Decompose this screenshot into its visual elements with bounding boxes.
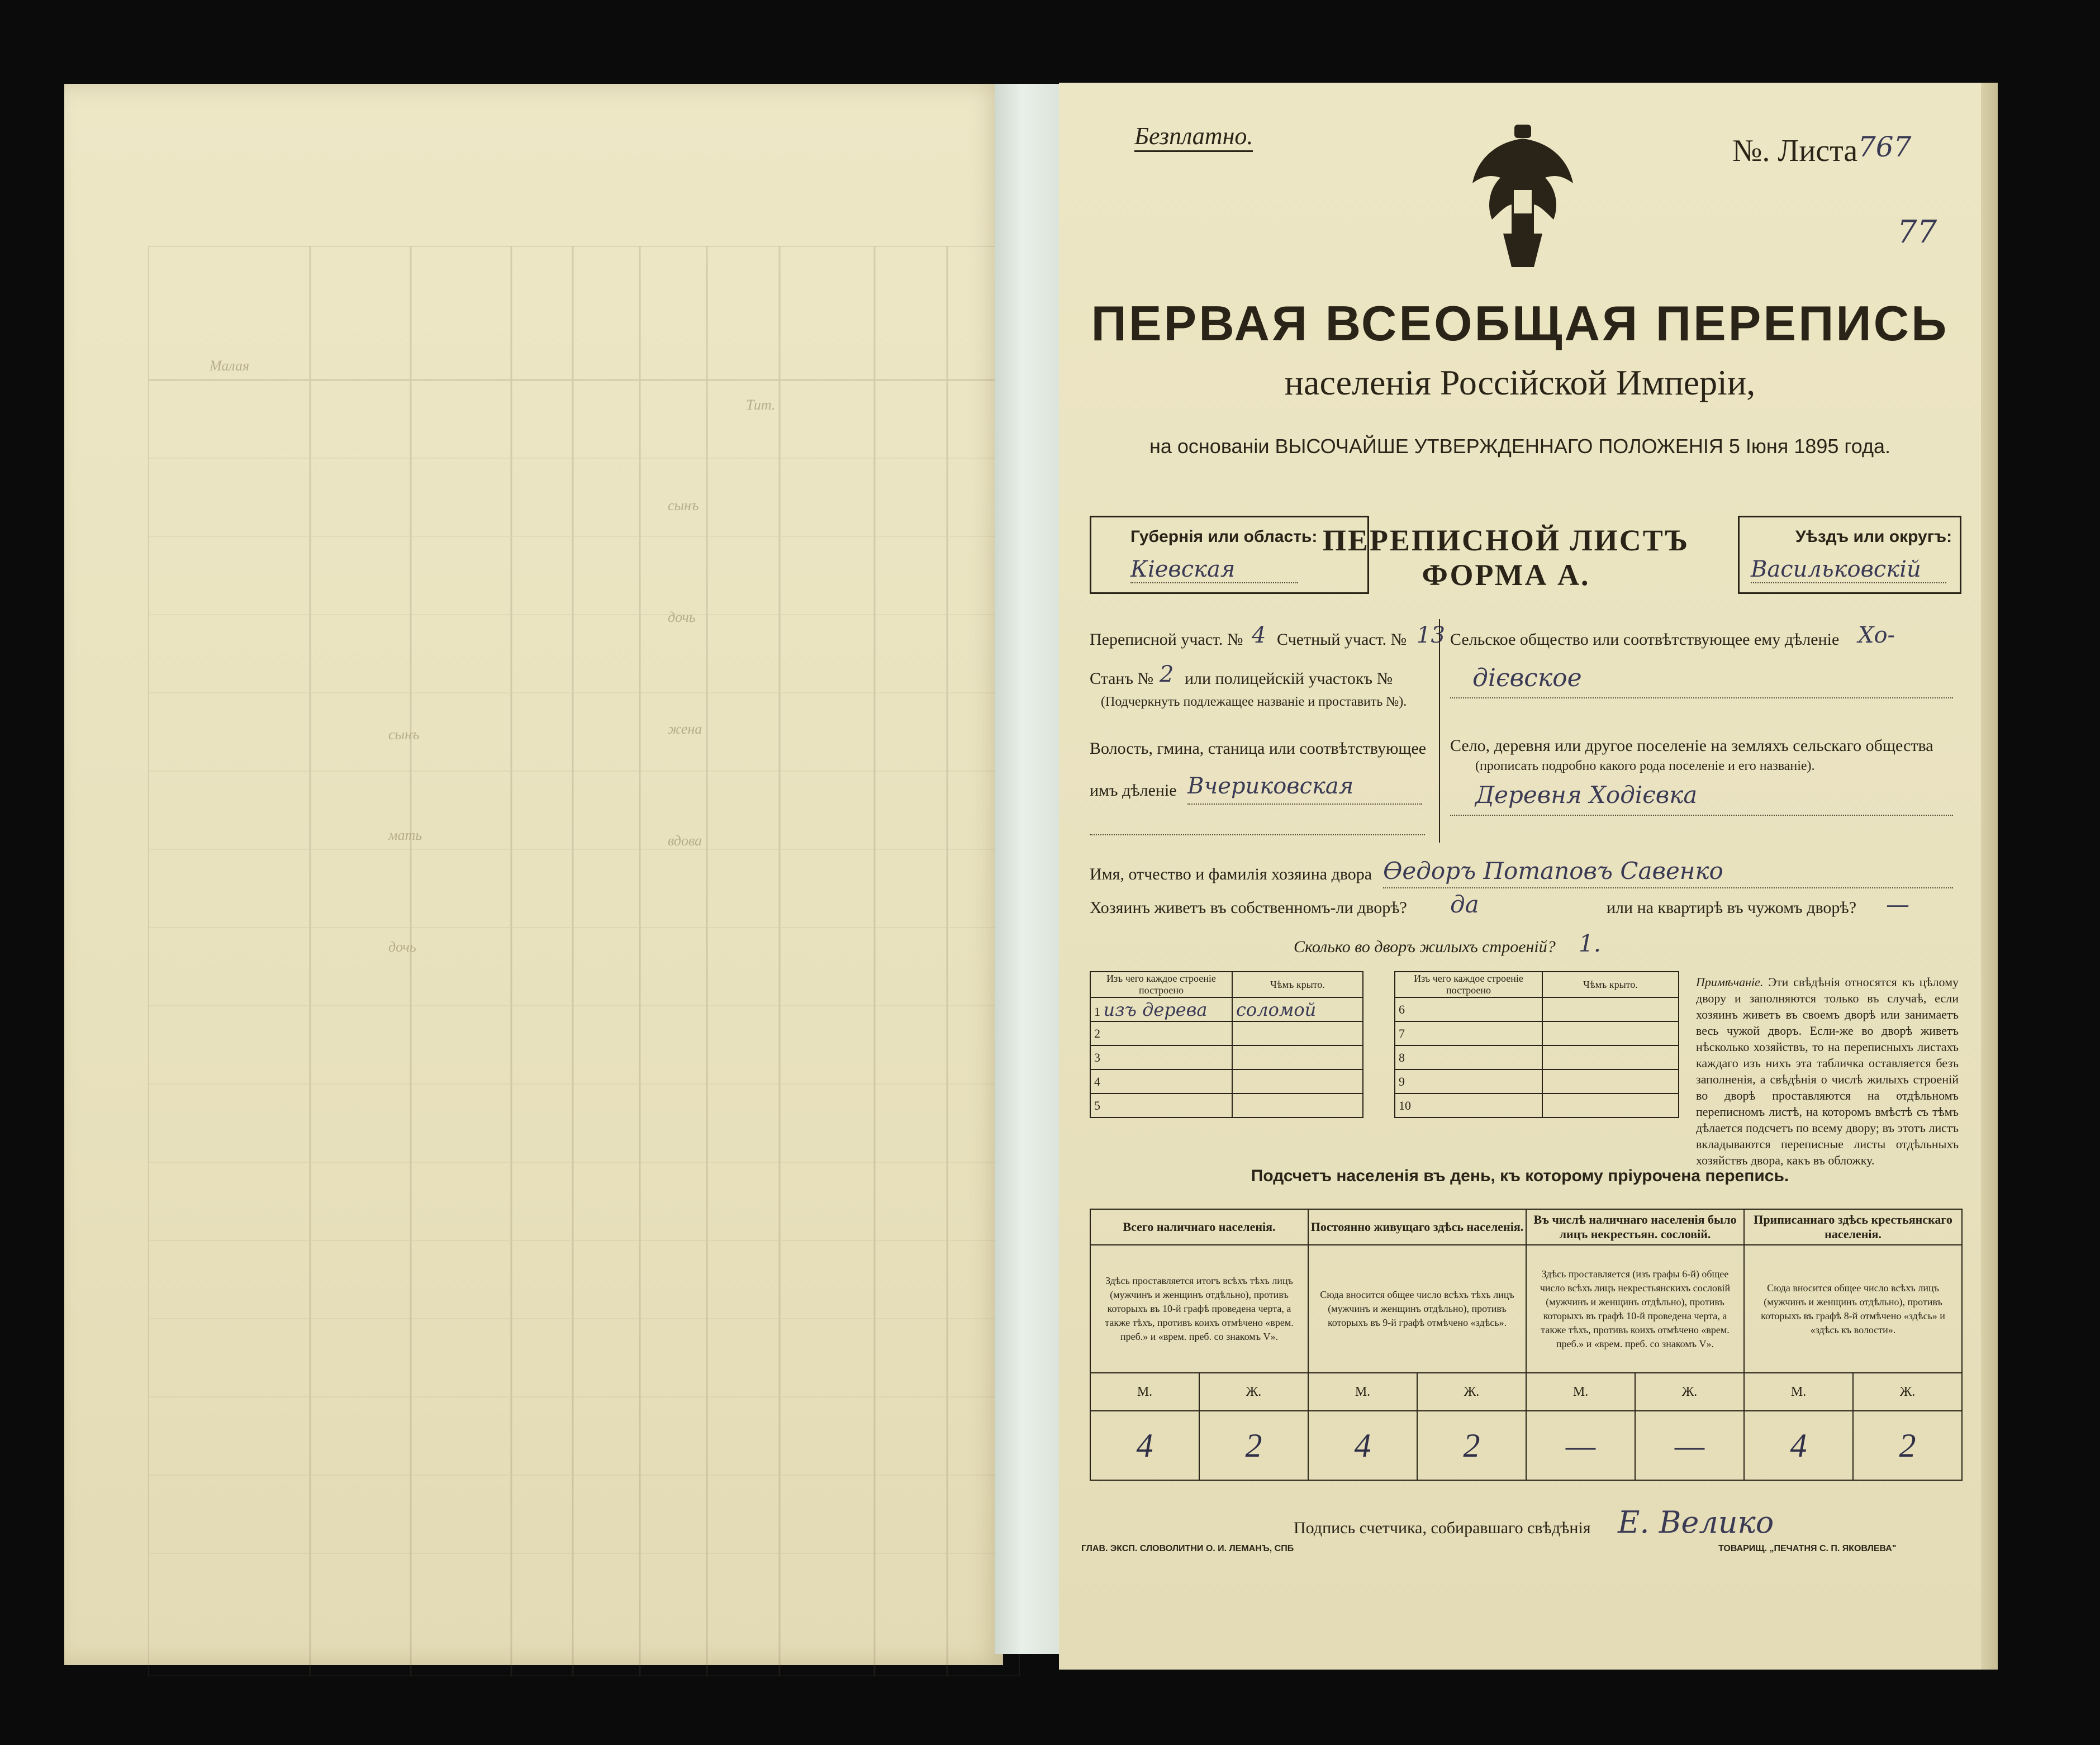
- female-label: Ж.: [1199, 1373, 1308, 1411]
- underline-note: (Подчеркнуть подлежащее названіе и проставить №).: [1101, 695, 1407, 709]
- signature-label: Подпись счетчика, собиравшаго свѣдѣнія: [1294, 1519, 1591, 1537]
- female-label: Ж.: [1417, 1373, 1526, 1411]
- rural-society-value-a: Хо-: [1858, 622, 1895, 648]
- ghost-entry: Тит.: [746, 397, 776, 413]
- volost-underline-2: [1090, 834, 1425, 835]
- population-col-desc: Сюда вносится общее число всѣхъ тѣхъ лицъ (мужчинъ и женщинъ отдѣльно), противъ которыхъ въ 9-й графѣ отмѣчено «здѣсь».: [1308, 1245, 1526, 1373]
- population-table: [1090, 1209, 1963, 1481]
- table-row: [1395, 1093, 1679, 1118]
- rented-value: —: [1886, 891, 1909, 918]
- province-label: Губернія или область:: [1130, 527, 1318, 546]
- printer-footer-right: ТОВАРИЩ. „ПЕЧАТНЯ С. П. ЯКОВЛЕВА": [1718, 1544, 1897, 1553]
- table-row: [1090, 997, 1363, 1021]
- ghost-entry: мать: [388, 827, 422, 843]
- form-title: ПЕРВАЯ ВСЕОБЩАЯ ПЕРЕПИСЬ: [1091, 296, 1949, 351]
- sheet-title: ПЕРЕПИСНОЙ ЛИСТЪ: [1322, 524, 1690, 557]
- row-number: 4: [1090, 1069, 1232, 1093]
- table-row: [1395, 1021, 1679, 1045]
- ghost-entry: сынъ: [388, 726, 420, 743]
- row-number: 8: [1395, 1045, 1542, 1069]
- female-count: 2: [1199, 1411, 1308, 1480]
- female-label: Ж.: [1635, 1373, 1744, 1411]
- note: [1696, 974, 1959, 1168]
- village-underline: [1450, 815, 1953, 816]
- village-note: (прописать подробно какого рода поселеніе и его названіе).: [1475, 759, 1815, 773]
- rural-society-value-b: дієвское: [1472, 664, 1582, 692]
- rural-society-label: Сельское общество или соотвѣтствующее ему дѣленіе: [1450, 630, 1840, 649]
- ghost-entry: Малая: [210, 358, 250, 374]
- population-col-head: Въ числѣ наличнаго населенія было лицъ некрестьян. сословій.: [1526, 1209, 1744, 1245]
- police-district-label: или полицейскій участокъ №: [1185, 669, 1393, 688]
- owner-label: Имя, отчество и фамилія хозяина двора: [1090, 865, 1372, 883]
- district-value: Васильковскій: [1751, 557, 1946, 583]
- enumerator-signature: Е. Велико: [1618, 1505, 1774, 1540]
- village-value: Деревня Ходієвка: [1475, 781, 1698, 809]
- legal-basis: на основаніи ВЫСОЧАЙШЕ УТВЕРЖДЕННАГО ПОЛОЖЕНІЯ 5 Іюня 1895 года.: [1149, 435, 1890, 458]
- census-district-label: Переписной участ. №: [1090, 630, 1243, 649]
- male-label: М.: [1308, 1373, 1417, 1411]
- table-row: [1090, 1045, 1363, 1069]
- volost-value: Вчериковская: [1187, 773, 1354, 799]
- left-page-grid: [148, 246, 1020, 1676]
- page-stack-edge: [1981, 83, 1998, 1670]
- counting-district-label: Счетный участ. №: [1277, 630, 1407, 649]
- stan-value: 2: [1160, 662, 1174, 687]
- own-yard-value: да: [1450, 891, 1479, 918]
- census-form-page: [1059, 83, 1981, 1670]
- volost-label-2: имъ дѣленіе: [1090, 781, 1177, 800]
- row-number: 9: [1395, 1069, 1542, 1093]
- stan-label: Станъ №: [1090, 669, 1154, 688]
- village-label: Село, деревня или другое поселеніе на земляхъ сельскаго общества: [1450, 736, 1933, 755]
- population-col-desc: Сюда вносится общее число всѣхъ лицъ (мужчинъ и женщинъ отдѣльно), противъ которыхъ въ графѣ 8-й отмѣчено «здѣсь» и «здѣсь къ волости».: [1744, 1245, 1962, 1373]
- population-title: Подсчетъ населенія въ день, къ которому пріурочена перепись.: [1251, 1167, 1789, 1185]
- female-count: 2: [1417, 1411, 1526, 1480]
- table-row: [1090, 1021, 1363, 1045]
- volost-label: Волость, гмина, станица или соотвѣтствующее: [1090, 739, 1427, 758]
- male-count: —: [1526, 1411, 1635, 1480]
- column-divider: [1439, 619, 1440, 843]
- table-row: [1395, 1045, 1679, 1069]
- material-header: Изъ чего каждое строеніе построено: [1090, 972, 1232, 997]
- roof-value: соломой: [1236, 998, 1317, 1020]
- female-label: Ж.: [1853, 1373, 1962, 1411]
- row-number: 6: [1395, 997, 1542, 1021]
- ghost-entry: дочь: [668, 609, 696, 625]
- rural-society-underline: [1450, 697, 1953, 698]
- table-row: [1090, 1069, 1363, 1093]
- table-row: [1395, 997, 1679, 1021]
- male-label: М.: [1744, 1373, 1853, 1411]
- population-col-desc: Здѣсь проставляется итогъ всѣхъ тѣхъ лицъ (мужчинъ и женщинъ отдѣльно), противъ которыхъ въ 10-й графѣ проведена черта, а также тѣхъ, противъ коихъ отмѣчено «врем. преб.» и «врем. преб. со знакомъ V».: [1090, 1245, 1308, 1373]
- row-number: 3: [1090, 1045, 1232, 1069]
- volost-underline: [1187, 803, 1422, 805]
- ghost-entry: дочь: [388, 939, 416, 955]
- sheet-form: ФОРМА А.: [1422, 558, 1590, 592]
- table-row: [1090, 1093, 1363, 1118]
- sheet-number-label: №. Листа: [1732, 134, 1858, 168]
- female-count: —: [1635, 1411, 1744, 1480]
- district-label: Уѣздъ или округъ:: [1795, 527, 1952, 546]
- corner-number: 77: [1897, 214, 1937, 250]
- buildings-table-left: [1090, 971, 1363, 1118]
- district-box: [1738, 516, 1961, 594]
- row-number: 1: [1094, 1004, 1100, 1019]
- ghost-entry: сынъ: [668, 497, 699, 513]
- male-count: 4: [1308, 1411, 1417, 1480]
- roof-header: Чѣмъ крыто.: [1542, 972, 1679, 997]
- counting-district-value: 13: [1417, 622, 1445, 648]
- table-row: [1395, 1069, 1679, 1093]
- sheet-number-value: 767: [1858, 131, 1912, 163]
- material-header: Изъ чего каждое строеніе построено: [1395, 972, 1542, 997]
- male-count: 4: [1090, 1411, 1199, 1480]
- book-spine: [995, 84, 1062, 1654]
- population-col-head: Постоянно живущаго здѣсь населенія.: [1308, 1209, 1526, 1245]
- form-subtitle: населенія Россійской Имперіи,: [1284, 363, 1756, 402]
- material-value: изъ дерева: [1103, 998, 1208, 1020]
- owner-value: Ѳедоръ Потаповъ Савенко: [1383, 857, 1723, 885]
- owner-underline: [1383, 887, 1953, 888]
- male-label: М.: [1526, 1373, 1635, 1411]
- ghost-entry: вдова: [668, 833, 702, 849]
- province-value: Кіевская: [1130, 557, 1298, 583]
- row-number: 2: [1090, 1021, 1232, 1045]
- population-col-desc: Здѣсь проставляется (изъ графы 6-й) общее число всѣхъ лицъ некрестьянскихъ сословій (мужчинъ и женщинъ отдѣльно), противъ которыхъ въ графѣ 10-й проведена черта, а также тѣхъ, противъ коихъ отмѣчено «врем. преб.» и «врем. преб. со знакомъ V».: [1526, 1245, 1744, 1373]
- male-count: 4: [1744, 1411, 1853, 1480]
- buildings-table-right: [1394, 971, 1679, 1118]
- rented-label: или на квартирѣ въ чужомъ дворѣ?: [1607, 898, 1857, 917]
- buildings-label: Сколько во дворъ жилыхъ строеній?: [1294, 938, 1556, 956]
- roof-header: Чѣмъ крыто.: [1232, 972, 1363, 997]
- population-col-head: Приписаннаго здѣсь крестьянскаго населенія.: [1744, 1209, 1962, 1245]
- row-number: 7: [1395, 1021, 1542, 1045]
- free-label: Безплатно.: [1134, 122, 1253, 152]
- census-district-value: 4: [1252, 622, 1266, 648]
- printer-footer-left: ГЛАВ. ЭКСП. СЛОВОЛИТНИ О. И. ЛЕМАНЪ, СПБ: [1081, 1544, 1294, 1553]
- ghost-entry: жена: [668, 721, 702, 737]
- note-text: Эти свѣдѣнія относятся къ цѣлому двору и заполняются только въ случаѣ, если хозяинъ живетъ въ своемъ дворѣ или занимаетъ весь чужой дворъ. Если-же во дворѣ живетъ нѣсколько хозяйствъ, то на переписныхъ листахъ каждаго изъ нихъ эта табличка оставляется безъ заполненія, а свѣдѣнія о числѣ жилыхъ строеній во дворѣ проставляются на отдѣльномъ переписномъ листѣ, на которомъ вмѣстѣ съ тѣмъ дѣлается подсчетъ по всему двору; въ этотъ листъ вкладываются переписные листы отдѣльныхъ хозяйствъ двора, какъ въ обложку.: [1696, 975, 1959, 1167]
- own-yard-label: Хозяинъ живетъ въ собственномъ-ли дворѣ?: [1090, 898, 1407, 917]
- row-number: 5: [1090, 1093, 1232, 1118]
- population-col-head: Всего наличнаго населенія.: [1090, 1209, 1308, 1245]
- female-count: 2: [1853, 1411, 1962, 1480]
- note-title: Примѣчаніе.: [1696, 975, 1764, 989]
- row-number: 10: [1395, 1093, 1542, 1118]
- imperial-eagle-emblem: [1461, 122, 1584, 273]
- male-label: М.: [1090, 1373, 1199, 1411]
- buildings-value: 1.: [1579, 930, 1602, 957]
- left-page: [64, 84, 1003, 1665]
